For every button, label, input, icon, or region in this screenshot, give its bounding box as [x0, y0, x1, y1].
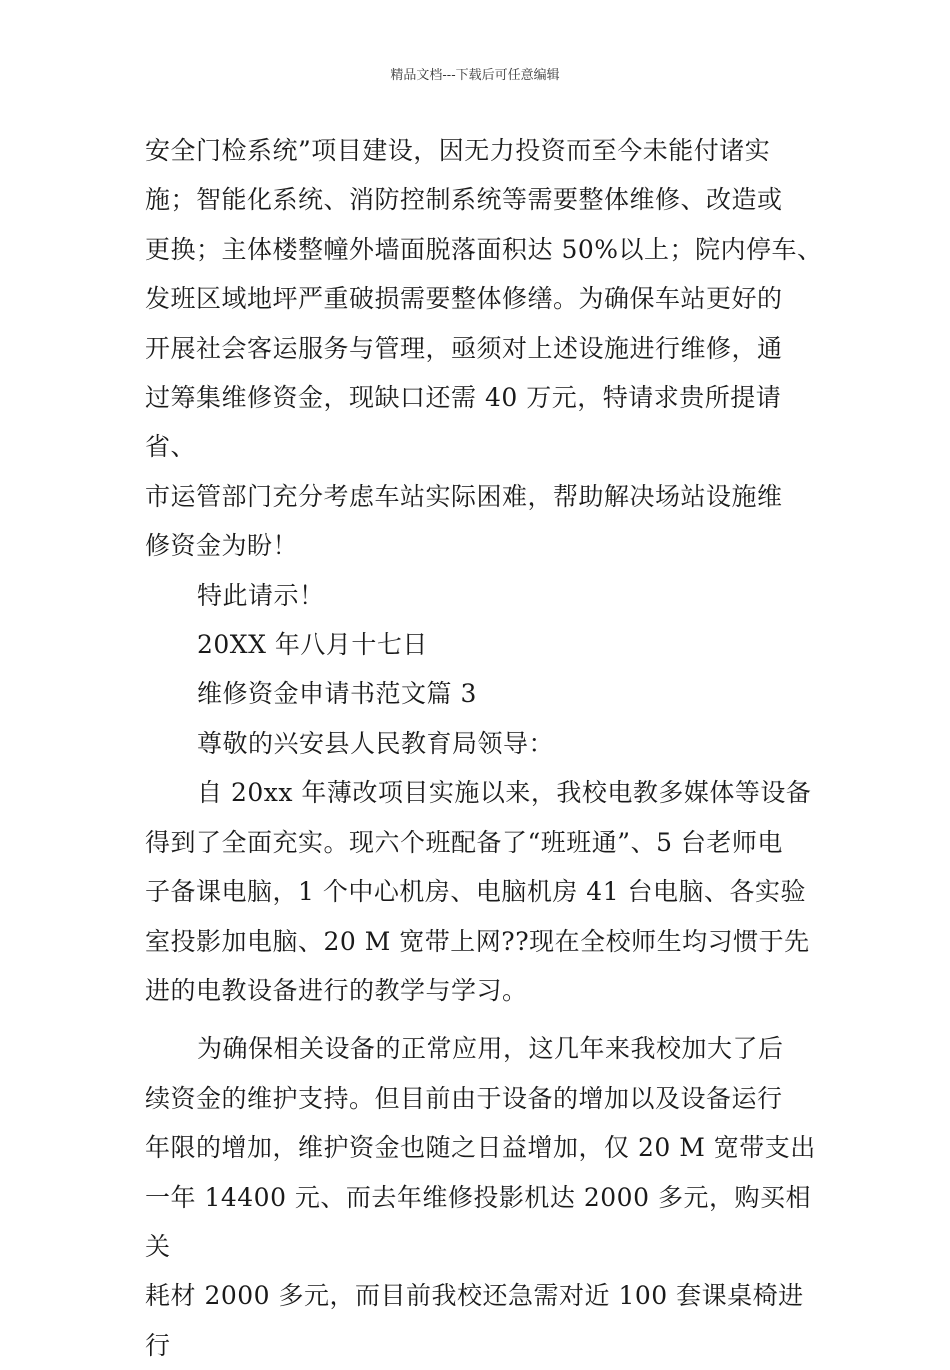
closing-line: 特此请示！	[197, 580, 325, 610]
text-line: 自 20xx 年薄改项目实施以来，我校电教多媒体等设备	[197, 778, 812, 808]
text-line: 子备课电脑，1 个中心机房、电脑机房 41 台电脑、各实验	[145, 877, 807, 907]
text-line: 耗材 2000 多元，而目前我校还急需对近 100 套课桌椅进行	[145, 1281, 804, 1360]
text-line: 续资金的维护支持。但目前由于设备的增加以及设备运行	[145, 1083, 783, 1113]
text-line: 施；智能化系统、消防控制系统等需要整体维修、改造或	[145, 185, 783, 215]
text-line: 进的电教设备进行的教学与学习。	[145, 975, 528, 1005]
text-line: 一年 14400 元、而去年维修投影机达 2000 多元，购买相关	[145, 1182, 811, 1261]
text-line: 为确保相关设备的正常应用，这几年来我校加大了后	[197, 1034, 784, 1064]
section-title: 维修资金申请书范文篇 3	[197, 679, 477, 709]
text-line: 修资金为盼！	[145, 531, 299, 561]
text-line: 年限的增加，维护资金也随之日益增加，仅 20 M 宽带支出	[145, 1133, 816, 1163]
text-line: 安全门检系统”项目建设，因无力投资而至今未能付诸实	[145, 136, 771, 165]
text-line: 室投影加电脑、20 M 宽带上网??现在全校师生均习惯于先	[145, 926, 810, 956]
text-line: 市运管部门充分考虑车站实际困难，帮助解决场站设施维	[145, 481, 783, 511]
salutation: 尊敬的兴安县人民教育局领导：	[197, 728, 555, 758]
text-line: 发班区域地坪严重破损需要整体修缮。为确保车站更好的	[145, 284, 783, 314]
text-line: 开展社会客运服务与管理，亟须对上述设施进行维修，通	[145, 333, 783, 363]
document-body	[145, 126, 825, 1370]
text-line: 得到了全面充实。现六个班配备了“班班通”、5 台老师电	[145, 827, 783, 857]
text-line: 更换；主体楼整幢外墙面脱落面积达 50%以上；院内停车、	[145, 234, 823, 264]
text-line: 过筹集维修资金，现缺口还需 40 万元，特请求贵所提请省、	[145, 383, 782, 462]
date-line: 20XX 年八月十七日	[197, 630, 428, 660]
page-header: 精品文档---下载后可任意编辑	[390, 68, 560, 83]
